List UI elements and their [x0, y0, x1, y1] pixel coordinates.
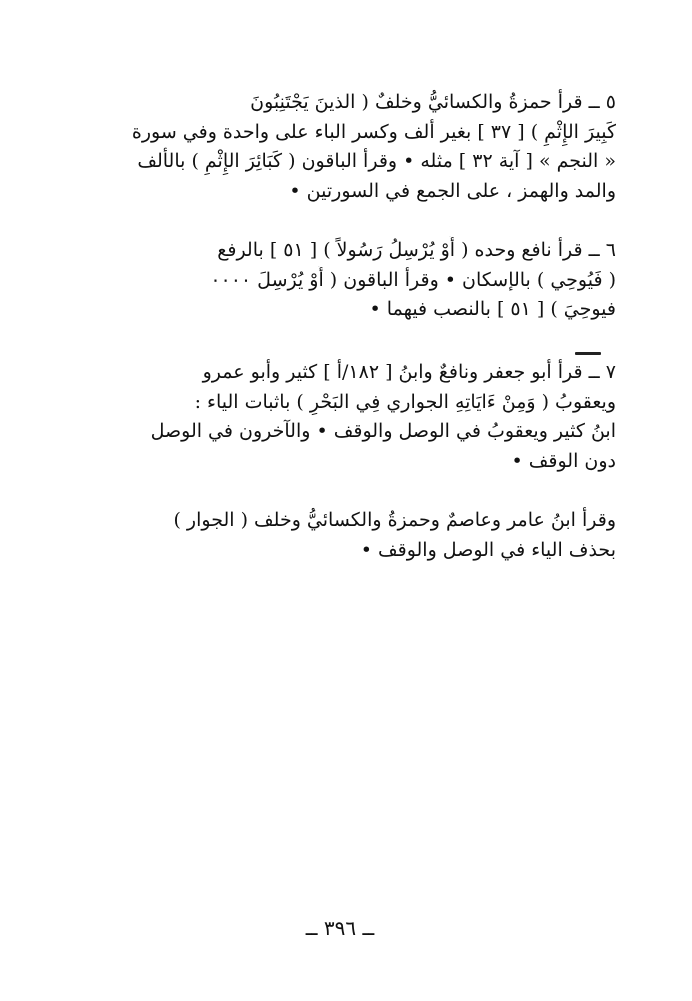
page-number: ــ ٣٩٦ ــ	[305, 916, 375, 940]
paragraph-line: ٥ ــ قرأ حمزةُ والكسائيُّ وخلفٌ ( الذينَ يَجْتَنِبُونَ	[250, 91, 616, 113]
paragraph-line: فيوحِيَ ) [ ٥١ ] بالنصب فيهما •	[369, 298, 616, 320]
paragraph-line: دون الوقف •	[511, 449, 616, 472]
paragraph-line: وقرأ ابنُ عامر وعاصمٌ وحمزةُ والكسائيُّ وخلف ( الجوار )	[173, 509, 616, 531]
margin-divider	[575, 352, 601, 355]
paragraph-line: ٦ ــ قرأ نافع وحده ( أَوْ يُرْسِلُ رَسُولاً ) [ ٥١ ] بالرفع	[217, 239, 616, 261]
paragraph-line: والمد والهمز ، على الجمع في السورتين •	[289, 179, 616, 202]
paragraph-line: « النجم » [ آية ٣٢ ] مثله • وقرأ الباقون ( كَبَائِرَ الإِثْمِ ) بالألف	[137, 150, 616, 172]
paragraph-6	[96, 236, 616, 325]
paragraph-line: ابنُ كثير ويعقوبُ في الوصل والوقف • والآخرون في الوصل	[150, 420, 616, 442]
paragraph-line: ٧ ــ قرأ أبو جعفر ونافعٌ وابنُ [ ١٨٢/أ ] كثير وأبو عمرو	[202, 361, 616, 383]
paragraph-line: ويعقوبُ ( وَمِنْ ءَايَاتِهِ الجواري فِي البَحْرِ ) باثبات الياء :	[194, 390, 616, 413]
paragraph-5	[96, 88, 616, 206]
paragraph-7	[96, 358, 616, 476]
paragraph-line: كَبِيرَ الإِثْمِ ) [ ٣٧ ] بغير ألف وكسر الباء على واحدة وفي سورة	[131, 120, 616, 143]
paragraph-line: بحذف الياء في الوصل والوقف •	[360, 538, 616, 561]
paragraph-line: ( فَيُوحِي ) بالإسكان • وقرأ الباقون ( أَوْ يُرْسِلَ ٠٠٠٠	[210, 268, 616, 291]
paragraph-8	[96, 506, 616, 565]
